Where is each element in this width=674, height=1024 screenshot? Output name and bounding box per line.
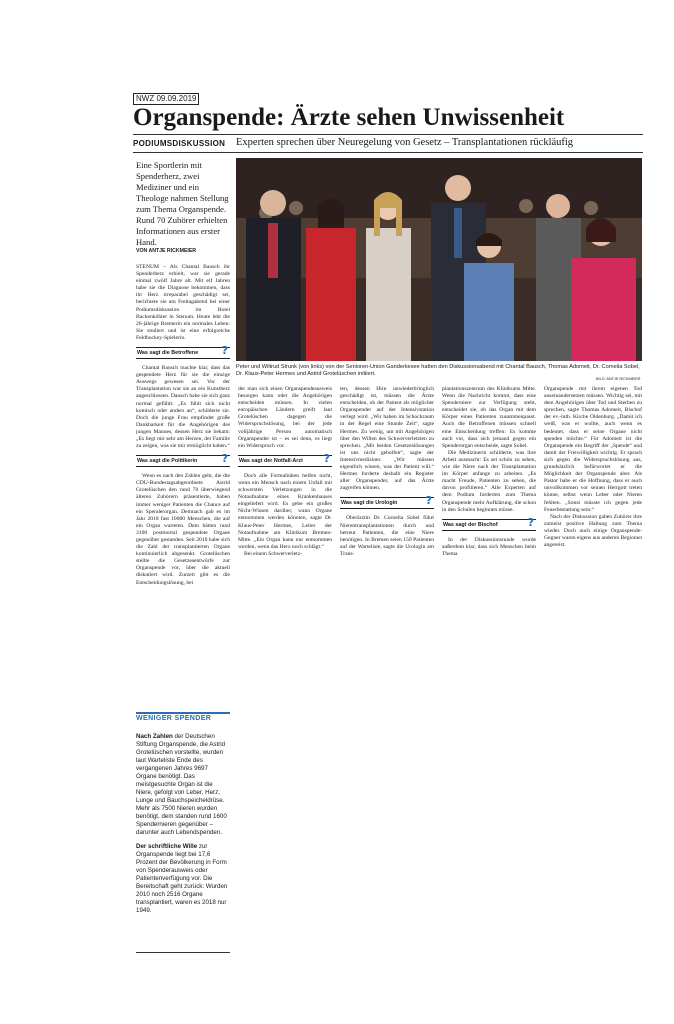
col2-paragraph-1: der man sich einen Organspendeausweis besorgen kann oder die Angehörigen entscheiden müssen. In vielen europäischen Ländern greift laut Grotelüschen dagegen die Widerspruchslösung, bei der jede volljährige Person automatisch Organspender ist – es sei denn, es liegt ein Widerspruch vor. [238,386,332,449]
col2-paragraph-3: Bei einem Schwerverletz- [244,550,303,557]
col4-paragraph-1: plantationszentrum des Klinikums Mitte. Wenn die Nachricht kommt, dass eine Spenderniere zur Verfügung steht, entscheidet sie, ob das Organ mit dem Körper eines Patienten zusammenpasst. Auch die Betroffenen müssen schnell eine Entscheidung treffen: Es komme auch vor, dass sich jemand gegen ein Spenderorgan entscheide, sagte Sobel. [442,386,536,449]
infobox [136,733,230,921]
subline: Experten sprechen über Neuregelung von Gesetz – Transplantationen rückläufig [236,137,574,148]
question-mark-icon: ? [527,515,534,529]
question-box [136,344,230,359]
column-3 [340,386,434,558]
question-mark-icon: ? [221,344,228,358]
question-mark-icon: ? [221,452,228,466]
infobox-rule [136,712,230,714]
infobox-heading: WENIGER SPENDER [136,715,212,722]
headline: Organspende: Ärzte sehen Unwissenheit [133,104,565,131]
question-label: Was sagt die Betroffene [137,350,199,357]
infobox-text-1: der Deutschen Stiftung Organspende, die Astrid Grotelüschen vorstellte, wurden laut Warteliste Ende des vergangenen Jahres 9697 Organe benötigt. Das meistgesuchte Organ ist die Niere, gefolgt von Leber, Herz, Lunge und Bauchspeicheldrüse. Mehr als 7500 Nieren wurden benötigt, dem standen rund 1600 Spendernieren gegenüber – darunter auch Lebendspenden. [136,733,227,836]
kicker: PODIUMSDISKUSSION [133,139,226,148]
col5-paragraph-2: Nach der Diskussion gaben Zuhörer ihre zumeist positive Haltung zum Thema wieder. Doch auch einige Organspende-Gegner waren eigens aus anderen Regionen angereist. [544,513,643,549]
column-5 [544,386,642,549]
col4-paragraph-3: In der Diskussionsrunde wurde außerdem klar, dass sich Menschen beim Thema [442,536,536,557]
photo-caption: Peter und Wiltrud Strunk (von links) von der Senioren-Union Ganderkesee hatten den Diskussionsabend mit Chantal Bausch, Thomas Adomeit, Dr. Cornelia Sobel, Dr. Klaus-Peter Hermes und Astrid Grotelüschen initiiert. [236,364,640,377]
col5-paragraph-1: Organspende mit ihrem eigenen Tod auseinandersetzen müssen. Wichtig sei, mit dem Angehörigen über Tod und Sterben zu sprechen, sagte Thomas Adomeit, Bischof der ev.-luth. Kirche Oldenburg. „Damit ich weiß, was er wollte, auch wenn es bedeutet, dass er seine Organe nicht spenden möchte.“ Für Adomeit ist die Organspende ein Begriff der „Spende“ und damit der Freiwilligkeit wichtig. Er sprach sich gegen die Widerspruchslösung aus, grundsätzlich befürwortet er die Möglichkeit der Organspende aber. Als Pastor habe er die Hoffnung, dass er auch unvollkommen vor seinen Herrgott treten könne, selbst wenn Leber oder Nieren fehlten. „Sonst müsste ich gegen jede Feuerbestattung sein.“ [544,386,642,513]
infobox-paragraph-2 [136,843,230,915]
group-photo-illustration [236,158,642,361]
question-mark-icon: ? [323,451,330,465]
column-1 [136,264,230,587]
headline-rule [133,134,643,135]
question-label: Was sagt die Politikerin [137,458,198,465]
question-box [136,452,230,467]
col2-paragraph-2: Doch alle Formalitäten helfen nicht, wenn ein Mensch nach einem Unfall mit schwersten Verletzungen in die Notaufnahme eines Krankenhauses eingeliefert wird. Es gebe ein großes Nicht-Wissen darüber, wann Organe entnommen werden könnten, sagte Dr. Klaus-Peter Hermes, Leiter der Notaufnahme am Klinikum Bremen-Mitte. „Ein Organ kann nur entnommen werden, wenn das Herz noch schlägt.“ [238,472,332,550]
infobox-lead-2: Der schriftliche Wille [136,843,198,850]
infobox-paragraph-1 [136,733,230,837]
teaser: Eine Sportlerin mit Spenderherz, zwei Mediziner und ein Theologe nahmen Stellung zum Thema Organspende. Rund 70 Zuhörer erhielten Informationen aus erster Hand. [136,160,229,247]
infobox-bottom-rule [136,952,230,953]
infobox-lead-1: Nach Zahlen [136,733,173,740]
col1-paragraph-2: Chantal Bausch machte klar, dass das gespendete Herz für sie die einzige Auswegs gewesen sei. Vor der Transplantation war sie an ein Kunstherz angeschlossen. Danach habe sie sich ganz normal gefühlt: „Es fühlt sich nicht komisch oder anders an“, schilderte sie. Doch die junge Frau empfindet große Dankbarkeit für die Angehörigen des jungen Mannes, dessen Herz sie bekam: „Es liegt mir sehr am Herzen, der Familie zu zeigen, was sie mir ermöglicht haben.“ [136,365,230,450]
question-label: Was sagt die Urologin [341,500,398,507]
question-box [238,451,332,467]
infobox-text-2: zur Organspende liegt bei 17,6 Prozent der Bevölkerung in Form von Spenderausweis oder Patientenverfügung vor. Die Bereitschaft geht zurück: Wurden 2010 noch 2516 Organe transplantiert, waren es 2018 nur 1949. [136,843,228,914]
col3-paragraph-1: ten, dessen Hirn unwiederbringlich geschädigt ist, müssen die Ärzte entscheiden, ob der Patient als möglicher Organspender auf der Intensivstation verlegt wird. „Wir haben im Schockraum in der Regel eine Stunde Zeit“, sagte Hermes. Zu wenig, um mit Angehörigen über den Willen des Schwerverletzten zu sprechen. „Mit beiden Gesetzeslösungen ist uns nicht geholfen“, sagte der Intensivmediziner. „Wir müssen eigentlich wissen, was der Patient will.“ Hermes forderte deshalb ein Register aller Organspender, auf das Ärzte zugreifen können. [340,386,434,492]
subline-rule [133,152,643,153]
col1-paragraph-1: STENUM – Als Chantal Bausch ihr Spenderherz erhielt, war sie gerade einmal zwölf Jahre alt. Mit elf Jahren habe sie die Diagnose bekommen, dass ihr Herz irreparabel geschädigt sei, berichtete sie am Freitagabend bei einer Podiumsdiskussion im Hotel Backenköhler in Stenum. Heute lebt die 26-jährige Bremerin ein normales Leben: Sie studiert und ist eine erfolgreiche Feldhockey-Spielerin. [136,264,230,341]
question-label: Was sagt der Bischof [443,521,498,528]
question-mark-icon: ? [425,494,432,508]
group-photo [236,158,642,361]
photo-credit: BILD: ANTJE RICKMEIER [596,377,641,381]
question-label: Was sagt der Notfall-Arzt [239,457,303,464]
column-2 [238,386,332,558]
col3-paragraph-2: Oberärztin Dr. Cornelia Sobel führt Nierentransplantationen durch und betreut Patienten, die eine Niere benötigen. In Bremen seien 150 Patienten auf der Warteliste, sagte die Urologin am Trans- [340,515,434,557]
byline: VON ANTJE RICKMEIER [136,248,197,254]
col4-paragraph-2: Die Medizinerin schilderte, was ihre Arbeit ausmacht: Es sei schön zu sehen, wie die Niere nach der Transplantation im Körper anfange zu arbeiten. „Es macht Freude, Patienten zu sehen, die davon profitieren.“ Alle Experten auf dem Podium forderten zum Thema Organspende mehr Aufklärung, die schon in den Schulen beginnen müsse. [442,449,536,513]
question-box [340,494,434,509]
dateline: NWZ 09.09.2019 [133,93,199,105]
col1-paragraph-3: Wenn es nach den Zahlen geht, die die CDU-Bundestagsabgeordnete Astrid Grotelüschen den rund 70 überwiegend älteren Zuhörern präsentierte, haben immer weniger Patienten die Chance auf ein Spenderorgan. Demnach gab es im Jahr 2018 fast 10000 Menschen, die auf ein Organ warteten. Dem hätten rund 3100 postmortal gespendete Organe gegenüber gestanden. Seit 2010 habe sich die Zahl der transplantierten Organe kontinuierlich abgesenkt. Grotelüschen stellte die Gesetzesentwürfe zur Organspende vor, über die aktuell diskutiert wird. Zurzeit gibt es die Entscheidungslösung, bei [136,473,230,586]
column-4 [442,386,536,558]
question-box [442,515,536,531]
